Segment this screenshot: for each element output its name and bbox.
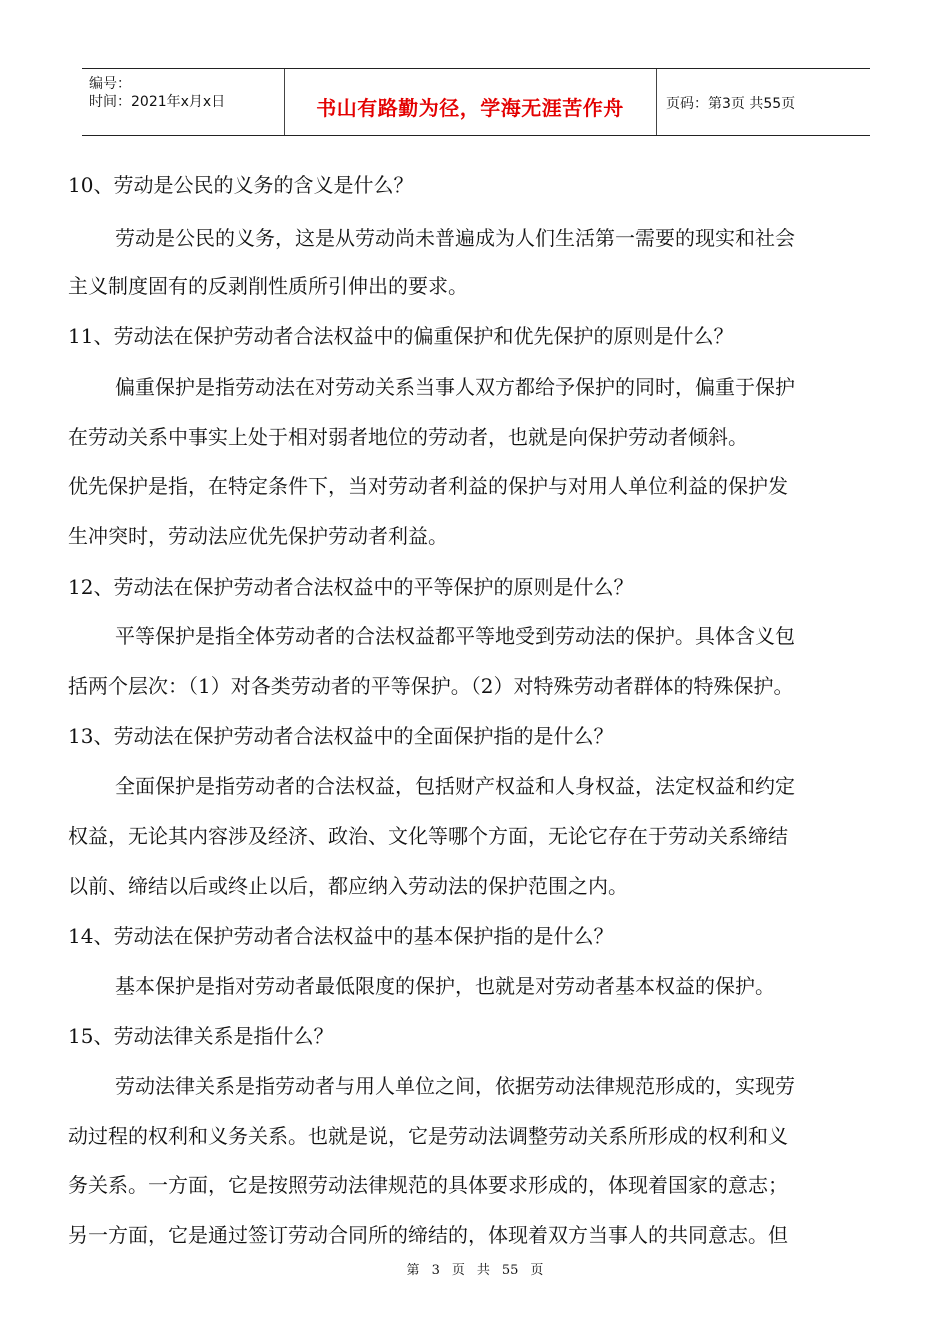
document-number-label: 编号：	[89, 76, 131, 92]
answer-line: 平等保护是指全体劳动者的合法权益都平等地受到劳动法的保护。具体含义包	[115, 624, 795, 648]
answer-line: 动过程的权利和义务关系。也就是说，它是劳动法调整劳动关系所形成的权利和义	[68, 1124, 788, 1148]
answer-line: 劳动法律关系是指劳动者与用人单位之间，依据劳动法律规范形成的，实现劳	[115, 1074, 795, 1098]
question-heading: 10、劳动是公民的义务的含义是什么？	[68, 173, 414, 197]
question-heading: 14、劳动法在保护劳动者合法权益中的基本保护指的是什么？	[68, 924, 614, 948]
question-heading: 13、劳动法在保护劳动者合法权益中的全面保护指的是什么？	[68, 724, 614, 748]
answer-line: 优先保护是指，在特定条件下，当对劳动者利益的保护与对用人单位利益的保护发	[68, 474, 788, 498]
answer-line: 以前、缔结以后或终止以后，都应纳入劳动法的保护范围之内。	[68, 874, 628, 898]
header-motto: 书山有路勤为径，学海无涯苦作舟	[316, 96, 624, 120]
answer-line: 偏重保护是指劳动法在对劳动关系当事人双方都给予保护的同时，偏重于保护	[115, 375, 795, 399]
document-header	[82, 68, 870, 136]
answer-line: 劳动是公民的义务，这是从劳动尚未普遍成为人们生活第一需要的现实和社会	[115, 226, 795, 250]
answer-line: 另一方面，它是通过签订劳动合同所的缔结的，体现着双方当事人的共同意志。但	[68, 1223, 788, 1247]
answer-line: 基本保护是指对劳动者最低限度的保护，也就是对劳动者基本权益的保护。	[115, 974, 775, 998]
footer-di: 第	[406, 1263, 420, 1278]
footer-ye: 页	[451, 1263, 465, 1278]
page-footer	[0, 1259, 950, 1278]
answer-line: 务关系。一方面，它是按照劳动法律规范的具体要求形成的，体现着国家的意志；	[68, 1173, 788, 1197]
answer-line: 在劳动关系中事实上处于相对弱者地位的劳动者，也就是向保护劳动者倾斜。	[68, 425, 748, 449]
footer-page-number: 3	[431, 1263, 440, 1278]
answer-line: 权益，无论其内容涉及经济、政治、文化等哪个方面，无论它存在于劳动关系缔结	[68, 824, 788, 848]
question-heading: 12、劳动法在保护劳动者合法权益中的平等保护的原则是什么？	[68, 575, 634, 599]
question-heading: 15、劳动法律关系是指什么？	[68, 1024, 334, 1048]
header-motto-cell	[284, 69, 657, 135]
answer-line: 生冲突时，劳动法应优先保护劳动者利益。	[68, 524, 448, 548]
footer-ye: 页	[530, 1263, 544, 1278]
answer-line: 全面保护是指劳动者的合法权益，包括财产权益和人身权益，法定权益和约定	[115, 774, 795, 798]
header-page-label: 页码：第3页 共55页	[666, 96, 796, 112]
document-date-label: 时间：2021年x月x日	[89, 94, 226, 110]
footer-gong: 共	[476, 1263, 490, 1278]
answer-line: 括两个层次：（1）对各类劳动者的平等保护。（2）对特殊劳动者群体的特殊保护。	[68, 674, 794, 698]
question-heading: 11、劳动法在保护劳动者合法权益中的偏重保护和优先保护的原则是什么？	[68, 324, 734, 348]
answer-line: 主义制度固有的反剥削性质所引伸出的要求。	[68, 274, 468, 298]
footer-total-pages: 55	[501, 1263, 519, 1278]
header-left-cell	[82, 69, 285, 135]
header-right-cell	[656, 69, 870, 135]
